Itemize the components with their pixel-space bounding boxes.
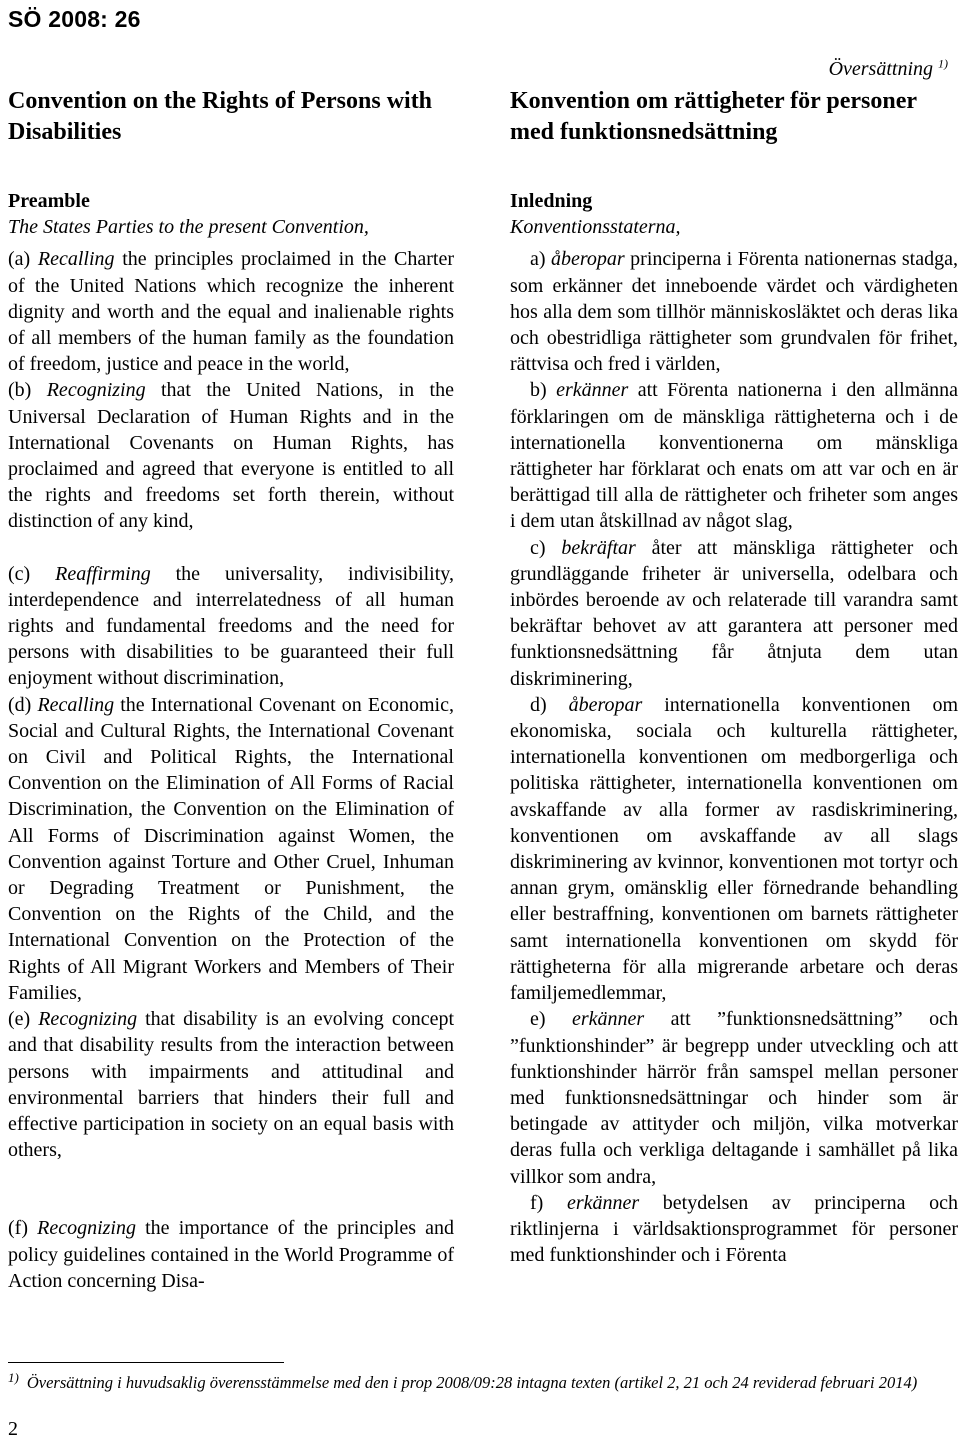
swedish-paragraph-b: b) erkänner att Förenta nationerna i den allmänna förklaringen om de mänskliga rättigheterna och i de internationella konventionerna om mänskliga rättigheter har förklarat och enats om att var och en är berättigad till alla de rättigheter och friheter som anges i dem utan åtskillnad av något slag, [510,379,958,533]
english-preamble-heading: Preamble [8,190,90,212]
swedish-paragraph-e: e) erkänner att ”funktionsnedsättning” och ”funktionshinder” är begrepp under utveckling och att funktionshinder härrör från samspel mellan personer med funktionsnedsättningar och hinder som är betingade av attityder och miljön, vilka motverkar deras fulla och verkliga deltagande i samhället på lika villkor som andra, [510,1008,958,1188]
english-paragraph-a: (a) Recalling the principles proclaimed in the Charter of the United Nations which recognize the inherent dignity and worth and the equal and inalienable rights of all members of the human family as the foundation of freedom, justice and peace in the world, [8,248,454,376]
english-paragraph-d: (d) Recalling the International Covenant on Economic, Social and Cultural Rights, the International Covenant on Civil and Political Rights, the International Convention on the Elimination of All Forms of Racial Discrimination, the Convention on the Elimination of All Forms of Discrimination against Women, the Convention against Torture and Other Cruel, Inhuman or Degrading Treatment or Punishment, the Convention on the Rights of the Child, and the International Convention on the Protection of the Rights of All Migrant Workers and Members of Their Families, [8,693,454,1004]
document-id-header: SÖ 2008: 26 [8,6,141,32]
footnote-mark: 1) [8,1369,19,1385]
english-title: Convention on the Rights of Persons with Disabilities [8,88,433,145]
page-number: 2 [8,1418,18,1440]
swedish-paragraph-a: a) åberopar principerna i Förenta nationernas stadga, som erkänner det inneboende värdet och värdigheten hos alla dem som tillhör människosläktet och deras lika och obestridliga rättigheter som grundvalen för frihet, rättvisa och fred i världen, [510,248,958,376]
swedish-paragraph-c: c) bekräftar åter att mänskliga rättigheter och grundläggande friheter är universella, odelbara och inbördes beroende av och relaterade till varandra samt bekräftar behovet av att garantera att personer med funktionsnedsättning får åtnjuta dem utan diskriminering, [510,536,958,690]
footnote-divider [8,1362,284,1363]
swedish-paragraph-f: f) erkänner betydelsen av principerna och riktlinjerna i världsaktionsprogrammet för personer med funktionshinder och i Förenta [510,1191,958,1267]
swedish-preamble-intro: Konventionsstaterna, [510,216,681,239]
swedish-column [510,86,958,1268]
swedish-title: Konvention om rättigheter för personer med funktionsnedsättning [510,88,917,145]
translation-label [829,58,948,81]
english-column [8,86,454,1294]
english-preamble-intro: The States Parties to the present Convention, [8,216,369,239]
english-paragraph-f: (f) Recognizing the importance of the principles and policy guidelines contained in the World Programme of Action concerning Disa- [8,1217,455,1292]
translation-footnote-mark: 1) [938,56,948,71]
translation-label-text: Översättning [828,58,933,80]
swedish-preamble-heading: Inledning [510,190,593,212]
footnote-text: Översättning i huvudsaklig överensstämmelse med den i prop 2008/09:28 intagna texten (artikel 2, 21 och 24 reviderad februari 2014) [26,1373,918,1392]
footnote [8,1369,948,1393]
english-paragraph-c: (c) Reaffirming the universality, indivisibility, interdependence and interrelatedness of all human rights and fundamental freedoms and the need for persons with disabilities to be guaranteed their full enjoyment without discrimination, [8,562,454,690]
english-paragraph-e: (e) Recognizing that disability is an evolving concept and that disability results from the interaction between persons with impairments and attitudinal and environmental barriers that hinders their full and effective participation in society on an equal basis with others, [8,1008,455,1162]
swedish-paragraph-d: d) åberopar internationella konventionen om ekonomiska, sociala och kulturella rättigheter, internationella konventionen om medborgerliga och politiska rättigheter, internationella konventionen om avskaffande av alla former av rasdiskriminering, konventionen om avskaffande av all slags diskriminering av kvinnor, konventionen mot tortyr och annan grym, omänsklig eller förnedrande behandling eller bestraffning, konventionen om barnets rättigheter samt internationella konventionen om skydd för rättigheterna för alla migrerande arbetare och deras familjemedlemmar, [510,693,958,1005]
english-paragraph-b: (b) Recognizing that the United Nations, in the Universal Declaration of Human Rights and in the International Covenants on Human Rights, has proclaimed and agreed that everyone is entitled to all the rights and freedoms set forth therein, without distinction of any kind, [8,379,454,533]
